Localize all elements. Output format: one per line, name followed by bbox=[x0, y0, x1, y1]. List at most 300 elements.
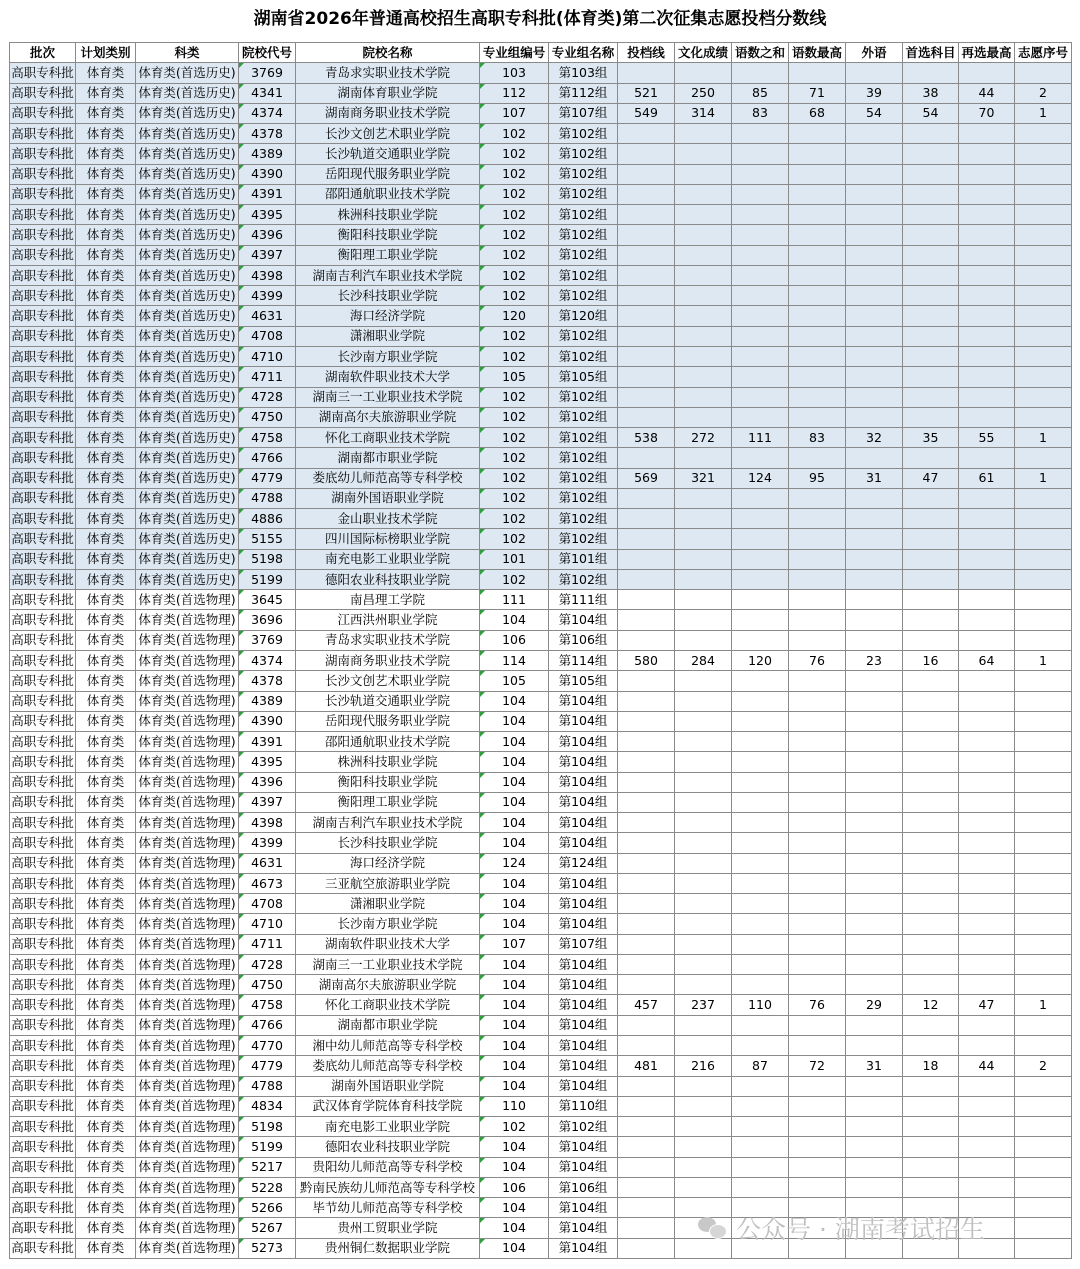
table-cell bbox=[618, 184, 675, 204]
table-row bbox=[10, 265, 1072, 285]
table-cell: 120 bbox=[732, 650, 789, 670]
table-cell bbox=[903, 873, 959, 893]
table-cell bbox=[732, 813, 789, 833]
table-cell: 高职专科批 bbox=[10, 1076, 76, 1096]
table-cell: 103 bbox=[480, 63, 549, 83]
table-cell: 第104组 bbox=[549, 1036, 618, 1056]
table-cell bbox=[675, 711, 732, 731]
table-cell bbox=[1015, 286, 1072, 306]
table-cell bbox=[903, 590, 959, 610]
table-cell bbox=[1015, 894, 1072, 914]
table-cell bbox=[903, 569, 959, 589]
table-cell: 4766 bbox=[239, 448, 296, 468]
table-cell: 104 bbox=[480, 752, 549, 772]
table-cell bbox=[1015, 326, 1072, 346]
table-cell bbox=[1015, 691, 1072, 711]
table-cell bbox=[618, 772, 675, 792]
table-cell bbox=[675, 1137, 732, 1157]
table-cell bbox=[959, 1117, 1015, 1137]
table-cell bbox=[959, 833, 1015, 853]
table-cell: 体育类(首选物理) bbox=[136, 1198, 239, 1218]
table-cell: 体育类(首选物理) bbox=[136, 1117, 239, 1137]
table-cell: 南充电影工业职业学院 bbox=[296, 549, 480, 569]
table-cell bbox=[846, 1096, 903, 1116]
table-cell: 高职专科批 bbox=[10, 144, 76, 164]
table-cell bbox=[789, 306, 846, 326]
table-cell: 第102组 bbox=[549, 468, 618, 488]
table-cell bbox=[675, 752, 732, 772]
table-cell: 5273 bbox=[239, 1238, 296, 1258]
table-header-row bbox=[10, 43, 1072, 63]
table-row bbox=[10, 164, 1072, 184]
table-cell bbox=[732, 610, 789, 630]
table-cell bbox=[846, 772, 903, 792]
table-cell: 高职专科批 bbox=[10, 164, 76, 184]
table-cell bbox=[846, 407, 903, 427]
table-cell: 娄底幼儿师范高等专科学校 bbox=[296, 468, 480, 488]
table-cell bbox=[789, 448, 846, 468]
table-cell bbox=[618, 671, 675, 691]
table-cell: 长沙轨道交通职业学院 bbox=[296, 691, 480, 711]
table-cell: 高职专科批 bbox=[10, 1218, 76, 1238]
table-cell bbox=[789, 387, 846, 407]
table-cell: 体育类 bbox=[76, 792, 136, 812]
table-cell: 高职专科批 bbox=[10, 1198, 76, 1218]
table-cell bbox=[618, 407, 675, 427]
table-cell bbox=[903, 164, 959, 184]
table-cell bbox=[959, 732, 1015, 752]
table-cell: 18 bbox=[903, 1056, 959, 1076]
table-cell bbox=[959, 792, 1015, 812]
table-cell bbox=[675, 894, 732, 914]
table-cell: 体育类 bbox=[76, 529, 136, 549]
table-cell: 高职专科批 bbox=[10, 407, 76, 427]
table-cell: 湖南吉利汽车职业技术学院 bbox=[296, 265, 480, 285]
table-cell bbox=[675, 326, 732, 346]
table-cell bbox=[732, 549, 789, 569]
table-cell: 64 bbox=[959, 650, 1015, 670]
table-row bbox=[10, 1137, 1072, 1157]
table-row bbox=[10, 1056, 1072, 1076]
table-cell: 长沙科技职业学院 bbox=[296, 833, 480, 853]
table-row bbox=[10, 995, 1072, 1015]
table-cell bbox=[675, 488, 732, 508]
table-cell: 体育类(首选物理) bbox=[136, 1137, 239, 1157]
table-cell bbox=[846, 833, 903, 853]
table-cell bbox=[618, 509, 675, 529]
table-cell bbox=[618, 448, 675, 468]
column-header: 专业组名称 bbox=[549, 43, 618, 63]
table-cell: 4396 bbox=[239, 772, 296, 792]
table-cell bbox=[959, 752, 1015, 772]
table-cell: 第106组 bbox=[549, 630, 618, 650]
table-cell bbox=[618, 387, 675, 407]
table-cell bbox=[846, 711, 903, 731]
table-cell bbox=[789, 326, 846, 346]
table-cell bbox=[903, 711, 959, 731]
table-cell bbox=[618, 1096, 675, 1116]
table-cell: 102 bbox=[480, 448, 549, 468]
table-cell: 第104组 bbox=[549, 1137, 618, 1157]
table-cell bbox=[789, 407, 846, 427]
table-cell: 体育类(首选历史) bbox=[136, 428, 239, 448]
table-cell: 体育类 bbox=[76, 205, 136, 225]
table-cell bbox=[732, 1096, 789, 1116]
table-cell bbox=[846, 813, 903, 833]
table-cell: 湖南三一工业职业技术学院 bbox=[296, 387, 480, 407]
table-cell bbox=[732, 63, 789, 83]
table-cell: 68 bbox=[789, 103, 846, 123]
table-cell bbox=[846, 448, 903, 468]
table-cell: 4391 bbox=[239, 732, 296, 752]
table-cell bbox=[903, 792, 959, 812]
table-cell: 体育类 bbox=[76, 549, 136, 569]
table-cell bbox=[1015, 346, 1072, 366]
table-cell bbox=[1015, 407, 1072, 427]
table-cell: 高职专科批 bbox=[10, 529, 76, 549]
table-cell bbox=[789, 346, 846, 366]
table-cell bbox=[732, 873, 789, 893]
table-cell: 第114组 bbox=[549, 650, 618, 670]
table-row bbox=[10, 306, 1072, 326]
table-cell: 4390 bbox=[239, 711, 296, 731]
table-cell bbox=[675, 184, 732, 204]
table-cell: 5199 bbox=[239, 569, 296, 589]
table-cell: 538 bbox=[618, 428, 675, 448]
table-cell: 237 bbox=[675, 995, 732, 1015]
table-cell: 体育类(首选历史) bbox=[136, 164, 239, 184]
table-cell: 1 bbox=[1015, 468, 1072, 488]
table-cell: 4389 bbox=[239, 691, 296, 711]
table-cell: 31 bbox=[846, 1056, 903, 1076]
table-cell bbox=[675, 448, 732, 468]
table-cell bbox=[959, 1076, 1015, 1096]
table-cell bbox=[732, 184, 789, 204]
table-row bbox=[10, 1015, 1072, 1035]
table-cell bbox=[846, 245, 903, 265]
table-cell bbox=[732, 691, 789, 711]
table-cell: 4390 bbox=[239, 164, 296, 184]
table-cell: 第102组 bbox=[549, 569, 618, 589]
table-cell bbox=[675, 245, 732, 265]
table-cell bbox=[732, 144, 789, 164]
table-cell bbox=[903, 407, 959, 427]
table-cell: 高职专科批 bbox=[10, 326, 76, 346]
table-cell: 德阳农业科技职业学院 bbox=[296, 569, 480, 589]
table-row bbox=[10, 954, 1072, 974]
table-cell bbox=[789, 488, 846, 508]
table-cell bbox=[1015, 610, 1072, 630]
table-cell: 104 bbox=[480, 1137, 549, 1157]
table-cell bbox=[903, 286, 959, 306]
table-cell: 体育类 bbox=[76, 914, 136, 934]
table-cell: 高职专科批 bbox=[10, 1036, 76, 1056]
table-cell bbox=[846, 1137, 903, 1157]
table-cell bbox=[675, 732, 732, 752]
table-cell: 102 bbox=[480, 326, 549, 346]
table-cell bbox=[959, 671, 1015, 691]
table-cell bbox=[675, 63, 732, 83]
table-cell: 体育类(首选物理) bbox=[136, 711, 239, 731]
table-cell bbox=[1015, 873, 1072, 893]
table-cell bbox=[675, 1076, 732, 1096]
table-cell: 104 bbox=[480, 954, 549, 974]
table-cell bbox=[903, 610, 959, 630]
table-cell bbox=[618, 792, 675, 812]
table-cell: 第102组 bbox=[549, 387, 618, 407]
table-cell bbox=[789, 792, 846, 812]
table-cell bbox=[903, 1015, 959, 1035]
table-cell bbox=[732, 225, 789, 245]
table-cell: 第104组 bbox=[549, 914, 618, 934]
table-cell: 体育类 bbox=[76, 975, 136, 995]
column-header: 院校名称 bbox=[296, 43, 480, 63]
table-cell bbox=[732, 732, 789, 752]
table-row bbox=[10, 630, 1072, 650]
table-cell: 德阳农业科技职业学院 bbox=[296, 1137, 480, 1157]
table-cell bbox=[789, 265, 846, 285]
table-cell: 体育类(首选物理) bbox=[136, 995, 239, 1015]
table-cell: 5217 bbox=[239, 1157, 296, 1177]
table-cell: 4834 bbox=[239, 1096, 296, 1116]
table-cell: 104 bbox=[480, 894, 549, 914]
table-cell: 70 bbox=[959, 103, 1015, 123]
table-cell bbox=[675, 853, 732, 873]
table-cell: 4708 bbox=[239, 326, 296, 346]
table-cell: 83 bbox=[732, 103, 789, 123]
table-row bbox=[10, 83, 1072, 103]
table-cell bbox=[959, 590, 1015, 610]
table-cell: 南充电影工业职业学院 bbox=[296, 1117, 480, 1137]
table-cell bbox=[675, 205, 732, 225]
table-cell bbox=[846, 1117, 903, 1137]
table-cell bbox=[903, 630, 959, 650]
table-cell: 4395 bbox=[239, 752, 296, 772]
table-cell: 104 bbox=[480, 1056, 549, 1076]
table-cell bbox=[903, 448, 959, 468]
table-cell: 体育类 bbox=[76, 63, 136, 83]
table-cell: 1 bbox=[1015, 995, 1072, 1015]
table-cell: 102 bbox=[480, 245, 549, 265]
table-cell bbox=[618, 954, 675, 974]
table-cell: 54 bbox=[903, 103, 959, 123]
table-cell bbox=[846, 124, 903, 144]
table-cell: 衡阳理工职业学院 bbox=[296, 792, 480, 812]
table-cell: 第107组 bbox=[549, 934, 618, 954]
table-cell bbox=[732, 1157, 789, 1177]
table-cell bbox=[846, 853, 903, 873]
table-cell bbox=[1015, 306, 1072, 326]
table-cell bbox=[732, 853, 789, 873]
table-cell bbox=[789, 894, 846, 914]
table-cell: 104 bbox=[480, 1015, 549, 1035]
table-cell: 高职专科批 bbox=[10, 569, 76, 589]
table-cell bbox=[846, 914, 903, 934]
table-cell: 贵阳幼儿师范高等专科学校 bbox=[296, 1157, 480, 1177]
table-cell: 体育类 bbox=[76, 1056, 136, 1076]
table-cell: 44 bbox=[959, 83, 1015, 103]
table-row bbox=[10, 853, 1072, 873]
table-cell bbox=[959, 124, 1015, 144]
table-row bbox=[10, 286, 1072, 306]
table-cell: 第102组 bbox=[549, 265, 618, 285]
table-cell bbox=[903, 1157, 959, 1177]
table-cell: 2 bbox=[1015, 83, 1072, 103]
table-cell: 体育类 bbox=[76, 407, 136, 427]
table-row bbox=[10, 124, 1072, 144]
table-cell bbox=[732, 326, 789, 346]
table-cell bbox=[959, 326, 1015, 346]
watermark bbox=[698, 1208, 1058, 1248]
table-cell bbox=[732, 529, 789, 549]
table-cell bbox=[1015, 549, 1072, 569]
table-cell: 39 bbox=[846, 83, 903, 103]
table-cell: 高职专科批 bbox=[10, 792, 76, 812]
table-cell bbox=[789, 245, 846, 265]
table-cell bbox=[675, 590, 732, 610]
table-cell bbox=[846, 1177, 903, 1197]
table-cell: 第104组 bbox=[549, 792, 618, 812]
table-cell: 71 bbox=[789, 83, 846, 103]
table-cell bbox=[732, 752, 789, 772]
table-cell bbox=[959, 1096, 1015, 1116]
table-cell bbox=[846, 265, 903, 285]
table-cell bbox=[618, 1076, 675, 1096]
table-cell: 体育类(首选物理) bbox=[136, 1177, 239, 1197]
table-cell: 黔南民族幼儿师范高等专科学校 bbox=[296, 1177, 480, 1197]
table-cell: 第102组 bbox=[549, 205, 618, 225]
table-cell bbox=[789, 914, 846, 934]
table-cell bbox=[1015, 1076, 1072, 1096]
table-cell: 高职专科批 bbox=[10, 184, 76, 204]
column-header: 再选最高 bbox=[959, 43, 1015, 63]
table-cell bbox=[675, 387, 732, 407]
table-cell: 5198 bbox=[239, 1117, 296, 1137]
table-cell: 4728 bbox=[239, 387, 296, 407]
table-cell: 4758 bbox=[239, 995, 296, 1015]
table-row bbox=[10, 732, 1072, 752]
table-cell: 四川国际标榜职业学院 bbox=[296, 529, 480, 549]
table-cell: 高职专科批 bbox=[10, 468, 76, 488]
table-cell: 321 bbox=[675, 468, 732, 488]
table-cell: 104 bbox=[480, 1198, 549, 1218]
table-cell: 569 bbox=[618, 468, 675, 488]
table-cell: 55 bbox=[959, 428, 1015, 448]
table-cell: 体育类 bbox=[76, 772, 136, 792]
table-cell: 高职专科批 bbox=[10, 732, 76, 752]
table-cell: 4397 bbox=[239, 792, 296, 812]
table-cell bbox=[959, 610, 1015, 630]
table-cell: 第102组 bbox=[549, 488, 618, 508]
table-cell: 111 bbox=[480, 590, 549, 610]
table-cell: 102 bbox=[480, 529, 549, 549]
column-header: 专业组编号 bbox=[480, 43, 549, 63]
table-cell bbox=[618, 691, 675, 711]
table-cell: 第104组 bbox=[549, 873, 618, 893]
table-cell bbox=[1015, 772, 1072, 792]
table-cell: 体育类(首选物理) bbox=[136, 610, 239, 630]
table-row bbox=[10, 488, 1072, 508]
table-cell bbox=[903, 245, 959, 265]
table-cell: 体育类(首选物理) bbox=[136, 630, 239, 650]
table-cell: 体育类(首选物理) bbox=[136, 1056, 239, 1076]
table-cell bbox=[732, 1117, 789, 1137]
table-cell: 4396 bbox=[239, 225, 296, 245]
table-cell: 衡阳理工职业学院 bbox=[296, 245, 480, 265]
table-cell: 体育类 bbox=[76, 184, 136, 204]
table-cell: 体育类 bbox=[76, 813, 136, 833]
table-cell: 第111组 bbox=[549, 590, 618, 610]
table-cell bbox=[618, 1036, 675, 1056]
table-cell bbox=[903, 813, 959, 833]
table-cell bbox=[959, 549, 1015, 569]
table-cell: 107 bbox=[480, 103, 549, 123]
table-cell: 高职专科批 bbox=[10, 387, 76, 407]
table-cell: 体育类(首选物理) bbox=[136, 873, 239, 893]
table-cell: 4397 bbox=[239, 245, 296, 265]
table-cell bbox=[959, 63, 1015, 83]
table-cell bbox=[959, 144, 1015, 164]
table-cell: 高职专科批 bbox=[10, 205, 76, 225]
table-cell bbox=[675, 1015, 732, 1035]
table-cell: 湖南商务职业技术学院 bbox=[296, 103, 480, 123]
table-cell: 体育类(首选物理) bbox=[136, 975, 239, 995]
table-cell: 104 bbox=[480, 914, 549, 934]
table-cell: 3696 bbox=[239, 610, 296, 630]
table-cell bbox=[846, 792, 903, 812]
table-cell bbox=[789, 1036, 846, 1056]
table-cell bbox=[789, 509, 846, 529]
table-cell: 体育类(首选历史) bbox=[136, 225, 239, 245]
table-cell: 580 bbox=[618, 650, 675, 670]
table-cell: 76 bbox=[789, 995, 846, 1015]
table-cell bbox=[675, 914, 732, 934]
table-cell: 体育类 bbox=[76, 387, 136, 407]
table-cell bbox=[789, 569, 846, 589]
table-cell bbox=[789, 691, 846, 711]
table-row bbox=[10, 144, 1072, 164]
table-cell bbox=[732, 346, 789, 366]
table-cell bbox=[675, 509, 732, 529]
table-cell bbox=[732, 630, 789, 650]
table-cell: 体育类 bbox=[76, 103, 136, 123]
table-cell: 长沙轨道交通职业学院 bbox=[296, 144, 480, 164]
table-row bbox=[10, 367, 1072, 387]
table-cell: 124 bbox=[732, 468, 789, 488]
table-cell bbox=[732, 671, 789, 691]
table-cell: 102 bbox=[480, 569, 549, 589]
table-cell: 104 bbox=[480, 1218, 549, 1238]
table-cell: 85 bbox=[732, 83, 789, 103]
table-cell bbox=[789, 1096, 846, 1116]
table-cell: 体育类(首选物理) bbox=[136, 813, 239, 833]
table-row bbox=[10, 1096, 1072, 1116]
column-header: 批次 bbox=[10, 43, 76, 63]
table-cell bbox=[846, 346, 903, 366]
table-row bbox=[10, 1076, 1072, 1096]
table-cell bbox=[903, 833, 959, 853]
table-cell: 体育类(首选物理) bbox=[136, 691, 239, 711]
table-cell bbox=[1015, 164, 1072, 184]
table-cell: 4389 bbox=[239, 144, 296, 164]
table-cell bbox=[789, 732, 846, 752]
table-cell bbox=[846, 671, 903, 691]
table-cell: 35 bbox=[903, 428, 959, 448]
table-cell: 高职专科批 bbox=[10, 488, 76, 508]
table-cell bbox=[789, 164, 846, 184]
table-cell bbox=[959, 1036, 1015, 1056]
table-cell: 第102组 bbox=[549, 407, 618, 427]
